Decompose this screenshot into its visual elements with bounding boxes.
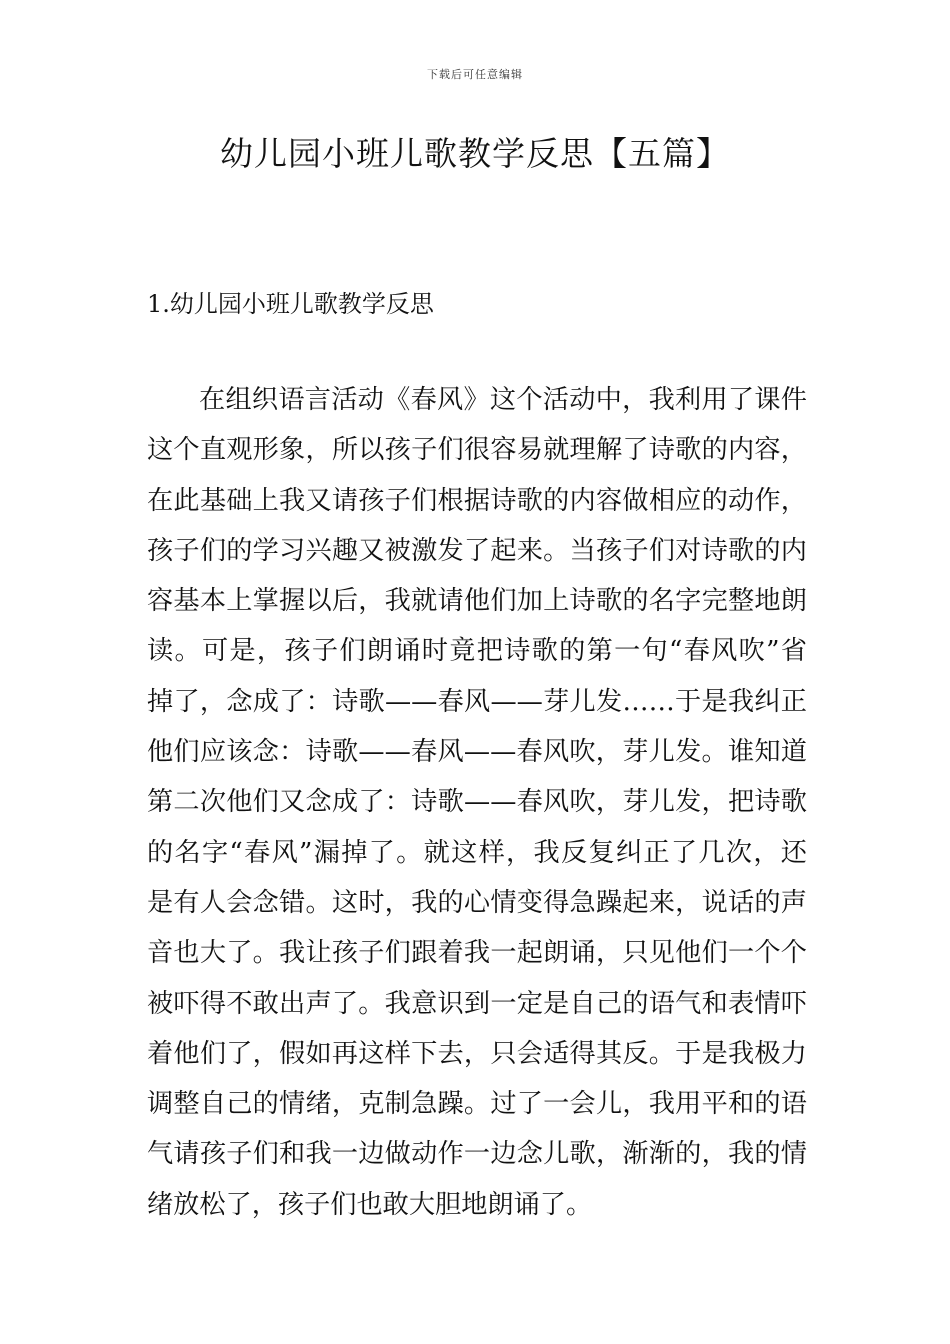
paragraph-line: 是有人会念错。这时，我的心情变得急躁起来，说话的声 xyxy=(147,887,807,918)
paragraph-line: 着他们了，假如再这样下去，只会适得其反。于是我极力 xyxy=(147,1038,807,1069)
paragraph-line: 容基本上掌握以后，我就请他们加上诗歌的名字完整地朗 xyxy=(147,586,807,617)
section-heading: 1.幼儿园小班儿歌教学反思 xyxy=(147,290,434,318)
paragraph-line: 绪放松了，孩子们也敢大胆地朗诵了。 xyxy=(147,1189,593,1220)
paragraph-line: 被吓得不敢出声了。我意识到一定是自己的语气和表情吓 xyxy=(147,988,807,1019)
header-note: 下载后可任意编辑 xyxy=(427,68,523,81)
paragraph-line: 的名字“春风”漏掉了。就这样，我反复纠正了几次，还 xyxy=(147,837,807,868)
paragraph-line: 他们应该念：诗歌——春风——春风吹，芽儿发。谁知道 xyxy=(147,737,807,768)
paragraph-line: 读。可是，孩子们朗诵时竟把诗歌的第一句“春风吹”省 xyxy=(147,636,807,667)
document-title: 幼儿园小班儿歌教学反思【五篇】 xyxy=(220,134,730,173)
paragraph-line: 气请孩子们和我一边做动作一边念儿歌，渐渐的，我的情 xyxy=(147,1139,807,1170)
paragraph-line: 第二次他们又念成了：诗歌——春风吹，芽儿发，把诗歌 xyxy=(147,787,807,818)
paragraph-line: 孩子们的学习兴趣又被激发了起来。当孩子们对诗歌的内 xyxy=(147,535,807,566)
paragraph-line: 在此基础上我又请孩子们根据诗歌的内容做相应的动作， xyxy=(147,485,807,516)
paragraph-line: 音也大了。我让孩子们跟着我一起朗诵，只见他们一个个 xyxy=(147,938,807,969)
body-paragraph xyxy=(147,375,807,1230)
paragraph-line: 掉了，念成了：诗歌——春风——芽儿发……于是我纠正 xyxy=(147,686,807,717)
paragraph-line: 调整自己的情绪，克制急躁。过了一会儿，我用平和的语 xyxy=(147,1089,807,1120)
paragraph-line: 这个直观形象，所以孩子们很容易就理解了诗歌的内容， xyxy=(147,435,807,466)
paragraph-line: 在组织语言活动《春风》这个活动中，我利用了课件 xyxy=(199,385,807,415)
